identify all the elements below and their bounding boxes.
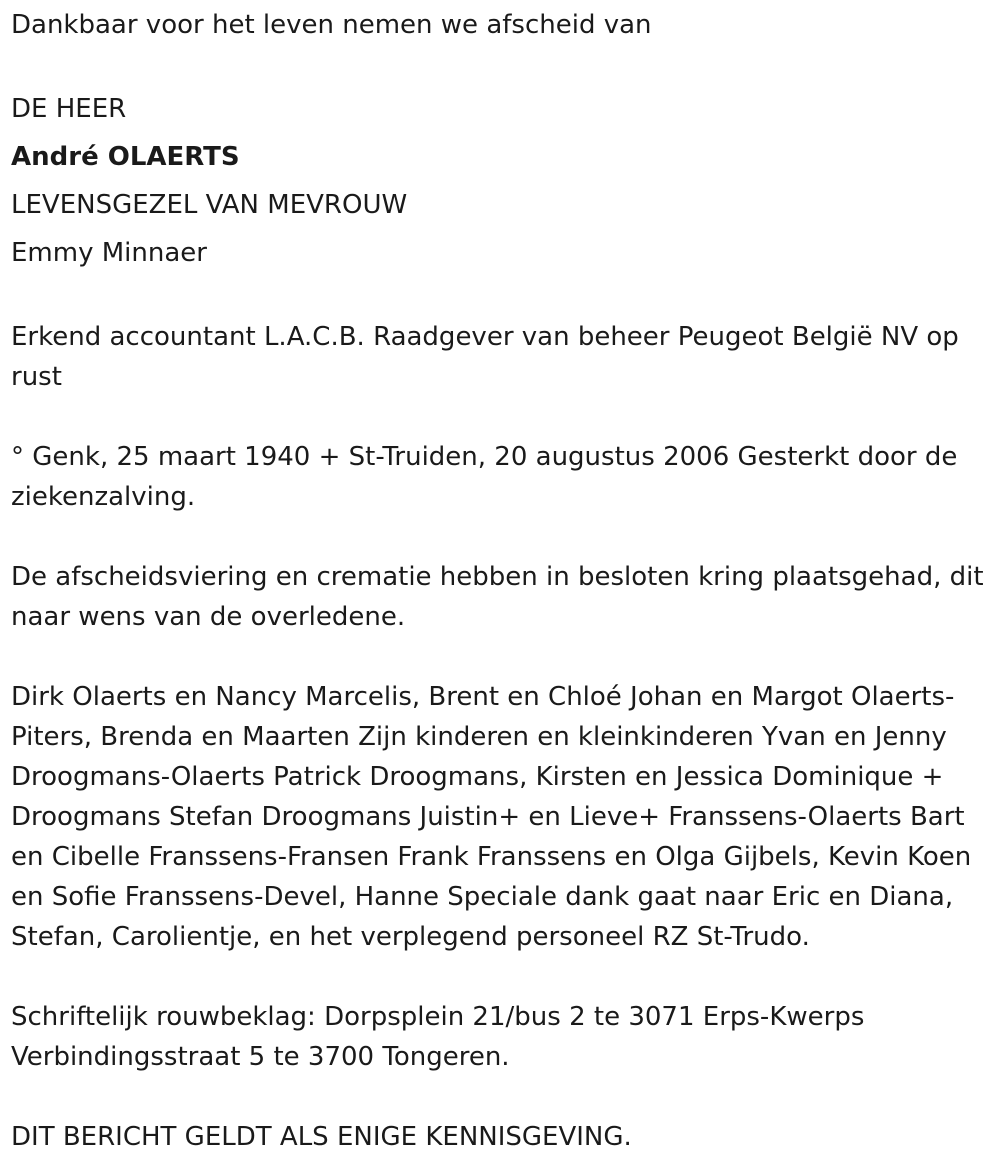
honorific-title: DE HEER <box>11 94 127 124</box>
spacer <box>11 45 989 85</box>
spacer <box>11 1077 989 1117</box>
closing-text: DIT BERICHT GELDT ALS ENIGE KENNISGEVING. <box>11 1122 632 1152</box>
spacer <box>11 277 989 317</box>
intro-text: Dankbaar voor het leven nemen we afscheid van <box>11 10 652 40</box>
dates-text: ° Genk, 25 maart 1940 + St-Truiden, 20 augustus 2006 Gesterkt door de ziekenzalving. <box>11 442 958 512</box>
spacer <box>11 397 989 437</box>
spacer <box>11 637 989 677</box>
profession-text: Erkend accountant L.A.C.B. Raadgever van beheer Peugeot België NV op rust <box>11 322 959 392</box>
ceremony-text: De afscheidsviering en crematie hebben in besloten kring plaatsgehad, dit naar wens van de overledene. <box>11 562 984 632</box>
partner-label: LEVENSGEZEL VAN MEVROUW <box>11 190 408 220</box>
condolences-text: Schriftelijk rouwbeklag: Dorpsplein 21/bus 2 te 3071 Erps-Kwerps Verbindingsstraat 5 te 3700 Tongeren. <box>11 1002 865 1072</box>
family-text: Dirk Olaerts en Nancy Marcelis, Brent en Chloé Johan en Margot Olaerts-Piters, Brenda en Maarten Zijn kinderen en kleinkinderen Yvan en Jenny Droogmans-Olaerts Patrick Droogmans, Kirsten en Jessica Dominique + Droogmans Stefan Droogmans Juistin+ en Lieve+ Franssens-Olaerts Bart en Cibelle Franssens-Fransen Frank Franssens en Olga Gijbels, Kevin Koen en Sofie Franssens-Devel, Hanne Speciale dank gaat naar Eric en Diana, Stefan, Carolientje, en het verplegend personeel RZ St-Trudo. <box>11 682 972 952</box>
spacer <box>11 517 989 557</box>
deceased-name: André OLAERTS <box>11 142 240 172</box>
partner-name: Emmy Minnaer <box>11 238 207 268</box>
spacer <box>11 957 989 997</box>
